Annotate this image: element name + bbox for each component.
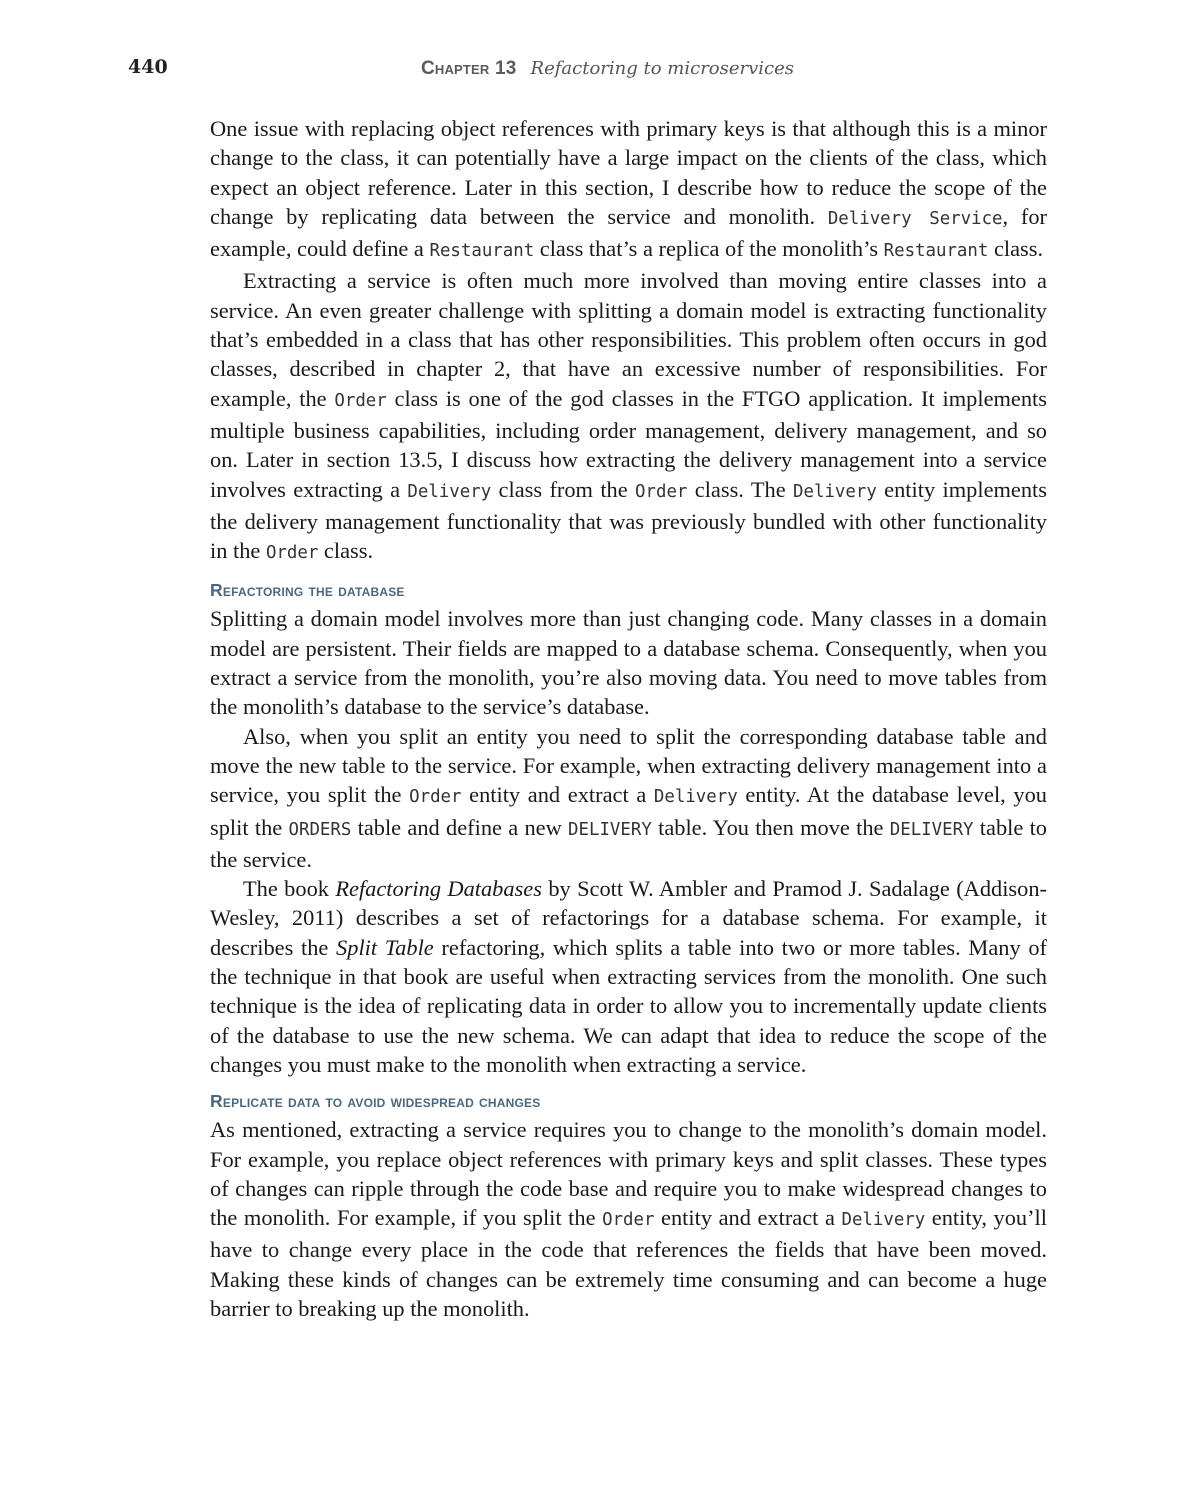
text-run: entity, you’ll have to change every place in the code that references the fields that have been moved. Making these kinds of changes can be extremely time consuming and can become a huge barrier to breaking up the monolith.: [210, 1205, 1047, 1321]
text-run: class. The: [687, 476, 794, 502]
code-term: ORDERS: [288, 819, 352, 840]
text-run: entity and extract a: [654, 1205, 842, 1231]
text-run: class that’s a replica of the monolith’s: [534, 236, 884, 262]
text-run: The book: [243, 876, 336, 902]
paragraph: [210, 114, 1047, 266]
text-run: One issue with replacing object references with primary keys is that although this is a minor change to the class, it can potentially have a large impact on the clients of the class, which expect an object reference. Later in this section, I describe how to reduce the scope of the change by replicating data between the service and monolith.: [210, 116, 1047, 229]
code-term: Order: [409, 787, 462, 808]
text-run: table. You then move the: [651, 814, 890, 840]
body-text: [210, 114, 1047, 1323]
paragraph: [210, 266, 1047, 568]
paragraph: [210, 1115, 1047, 1323]
text-run: Splitting a domain model involves more than just changing code. Many classes in a domain model are persistent. Their fields are mapped to a database schema. Consequently, when you extract a service from the monolith, you’re also moving data. You need to move tables from the monolith’s database to the service’s database.: [210, 606, 1047, 720]
text-run: by Scott W. Ambler and Pramod J. Sadalage (Addison-Wesley, 2011) describes a set of refactorings for a database schema. For example, it describes the: [210, 876, 1047, 960]
code-term: Delivery: [407, 481, 492, 502]
text-run: entity implements the delivery management functionality that was previously bundled with other functionality in the: [210, 476, 1047, 564]
text-run: class is one of the god classes in the FTGO application. It implements multiple business capabilities, including order management, delivery management, and so on. Later in section 13.5, I discuss how extracting the delivery management into a service involves extracting a: [210, 385, 1047, 502]
text-run: entity. At the database level, you split the: [210, 782, 1047, 840]
code-term: Order: [334, 390, 387, 411]
code-term: Order: [635, 481, 688, 502]
paragraph: [210, 604, 1047, 721]
text-run: Extracting a service is often much more involved than moving entire classes into a service. An even greater challenge with splitting a domain model is extracting functionality that’s embedded in a class that has other responsibilities. This problem often occurs in god classes, described in chapter 2, that have an excessive number of responsibilities. For example, the: [210, 268, 1047, 411]
section-heading: Replicate data to avoid widespread changes: [210, 1091, 541, 1112]
page-number: 440: [128, 56, 168, 78]
text-run: table to the service.: [210, 814, 1048, 872]
paragraph: [210, 874, 1047, 1079]
running-head: [0, 58, 1195, 80]
text-run: Also, when you split an entity you need to split the corresponding database table and move the new table to the service. For example, when extracting delivery management into a service, you split the: [210, 723, 1047, 808]
section-heading: Refactoring the database: [210, 580, 405, 601]
text-run: class.: [318, 538, 374, 564]
code-term: Order: [265, 543, 319, 564]
text-run: As mentioned, extracting a service requires you to change to the monolith’s domain model. For example, you replace object references with primary keys and split classes. These types of changes can ripple through the code base and require you to make widespread changes to the monolith. For example, if you split the: [210, 1117, 1047, 1231]
code-term: Delivery: [793, 481, 877, 502]
text-run: entity and extract a: [461, 782, 654, 808]
code-term: Restaurant: [883, 241, 989, 262]
book-title: Refactoring Databases: [335, 876, 542, 902]
code-term: Delivery: [841, 1210, 926, 1231]
text-run: class from the: [491, 476, 636, 502]
code-term: Order: [602, 1210, 655, 1231]
text-run: table and define a new: [351, 814, 569, 840]
text-run: class.: [988, 236, 1044, 262]
code-term: Delivery: [653, 787, 738, 808]
code-term: DELIVERY: [889, 819, 974, 840]
refactoring-name: Split Table: [336, 934, 434, 960]
chapter-title: Refactoring to microservices: [530, 58, 795, 79]
chapter-label: Chapter 13: [420, 58, 517, 79]
text-run: refactoring, which splits a table into two or more tables. Many of the technique in that book are useful when extracting services from the monolith. One such technique is the idea of replicating data in order to allow you to incrementally update clients of the database to use the new schema. We can adapt that idea to reduce the scope of the changes you must make to the monolith when extracting a service.: [210, 934, 1047, 1077]
paragraph: [210, 722, 1047, 874]
code-term: Delivery Service: [827, 208, 1003, 229]
code-term: DELIVERY: [568, 819, 652, 840]
code-term: Restaurant: [429, 241, 535, 262]
text-run: , for example, could define a: [210, 203, 1047, 262]
